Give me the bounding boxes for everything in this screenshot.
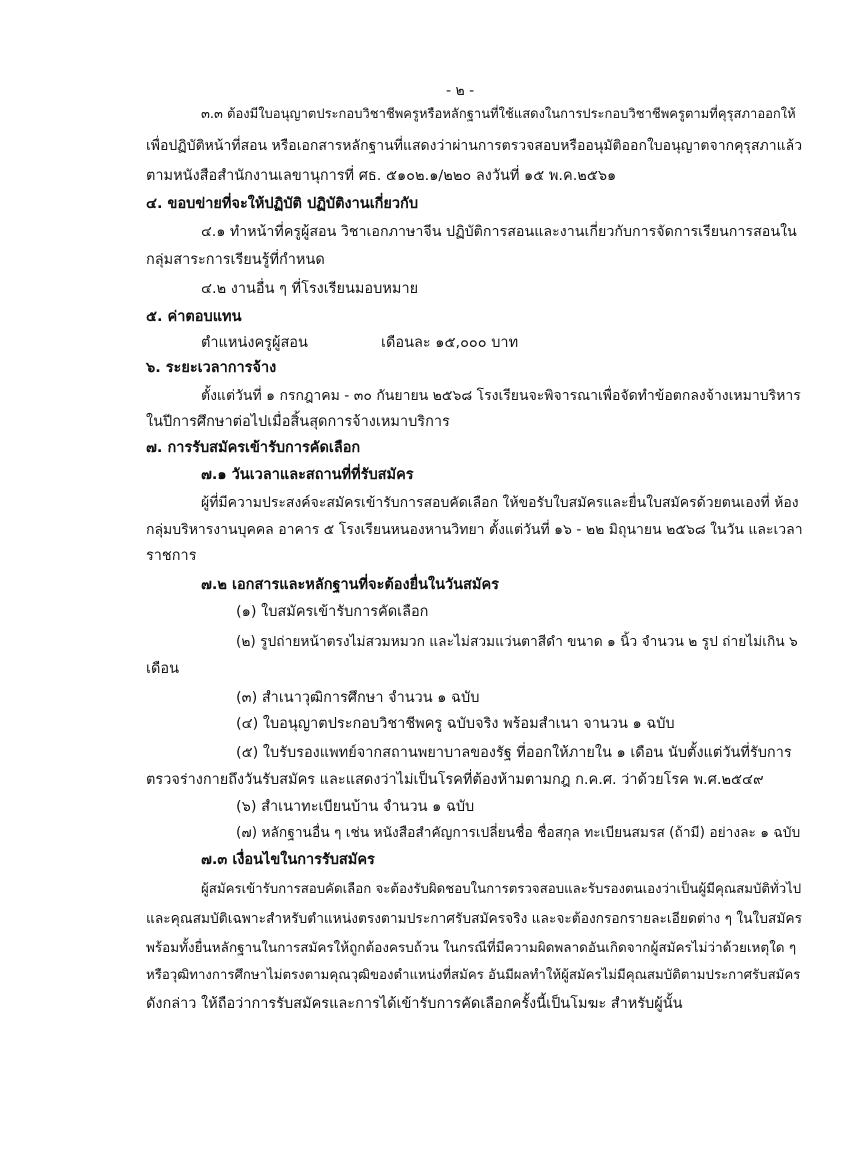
section-6-heading: ๖. ระยะเวลาการจ้าง <box>146 360 277 376</box>
section-4-2: ๔.๒ งานอื่น ๆ ที่โรงเรียนมอบหมาย <box>201 281 419 297</box>
section-3-3-line-1: ๓.๓ ต้องมีใบอนุญาตประกอบวิชาชีพครูหรือหลักฐานที่ใช้แสดงในการประกอบวิชาชีพครูตามที่คุรุสภาออกให้ <box>201 107 796 122</box>
document-item-5-line-2: ตรวจร่างกายถึงวันรับสมัคร และแสดงว่าไม่เป็นโรคที่ต้องห้ามตามกฎ ก.ค.ศ. ว่าด้วยโรค พ.ศ.๒๕๔๙ <box>146 772 764 788</box>
section-6-line-2: ในปีการศึกษาต่อไปเมื่อสิ้นสุดการจ้างเหมาบริการ <box>146 414 450 430</box>
section-7-3-line-2: และคุณสมบัติเฉพาะสำหรับตำแหน่งตรงตามประกาศรับสมัครจริง และจะต้องกรอกรายละเอียดต่าง ๆ ในใบสมัคร <box>146 911 802 927</box>
section-7-1-line-1: ผู้ที่มีความประสงค์จะสมัครเข้ารับการสอบคัดเลือก ให้ขอรับใบสมัครและยื่นใบสมัครด้วยตนเองที่ ห้อง <box>201 495 799 511</box>
section-7-3-line-3: พร้อมทั้งยื่นหลักฐานในการสมัครให้ถูกต้องครบถ้วน ในกรณีที่มีความผิดพลาดอันเกิดจากผู้สมัครไม่ว่าด้วยเหตุใด ๆ <box>146 940 797 956</box>
document-item-5-line-1: (๕) ใบรับรองแพทย์จากสถานพยาบาลของรัฐ ที่ออกให้ภายใน ๑ เดือน นับตั้งแต่วันที่รับการ <box>236 745 792 761</box>
section-7-3-line-5: ดังกล่าว ให้ถือว่าการรับสมัครและการได้เข้ารับการคัดเลือกครั้งนี้เป็นโมฆะ สำหรับผู้นั้น <box>146 996 683 1012</box>
section-4-1-line-1: ๔.๑ ทำหน้าที่ครูผู้สอน วิชาเอกภาษาจีน ปฏิบัติการสอนและงานเกี่ยวกับการจัดการเรียนการสอนใน <box>201 224 797 240</box>
document-item-2-line-1: (๒) รูปถ่ายหน้าตรงไม่สวมหมวก และไม่สวมแว่นตาสีดำ ขนาด ๑ นิ้ว จำนวน ๒ รูป ถ่ายไม่เกิน ๖ <box>236 634 798 650</box>
compensation-salary: เดือนละ ๑๕,๐๐๐ บาท <box>381 335 519 351</box>
section-7-heading: ๗. การรับสมัครเข้ารับการคัดเลือก <box>146 440 361 456</box>
document-item-3: (๓) สำเนาวุฒิการศึกษา จำนวน ๑ ฉบับ <box>236 690 480 706</box>
section-6-line-1: ตั้งแต่วันที่ ๑ กรกฎาคม - ๓๐ กันยายน ๒๕๖๘ โรงเรียนจะพิจารณาเพื่อจัดทำข้อตกลงจ้างเหมาบริหาร <box>201 388 801 404</box>
section-7-3-line-4: หรือวุฒิทางการศึกษาไม่ตรงตามคุณวุฒิของตำแหน่งที่สมัคร อันมีผลทำให้ผู้สมัครไม่มีคุณสมบัติตามประกาศรับสมัคร <box>146 968 801 983</box>
section-7-2-heading: ๗.๒ เอกสารและหลักฐานที่จะต้องยื่นในวันสมัคร <box>201 577 499 593</box>
section-5-heading: ๕. ค่าตอบแทน <box>146 309 242 325</box>
section-7-1-line-3: ราชการ <box>146 548 197 564</box>
section-4-heading: ๔. ขอบข่ายที่จะให้ปฏิบัติ ปฏิบัติงานเกี่ยวกับ <box>146 196 419 212</box>
section-7-1-heading: ๗.๑ วันเวลาและสถานที่ที่รับสมัคร <box>201 467 414 483</box>
document-item-6: (๖) สำเนาทะเบียนบ้าน จำนวน ๑ ฉบับ <box>236 799 475 815</box>
section-7-3-line-1: ผู้สมัครเข้ารับการสอบคัดเลือก จะต้องรับผิดชอบในการตรวจสอบและรับรองตนเองว่าเป็นผู้มีคุณสมบัติทั่วไป <box>201 882 802 897</box>
page-number: - ๒ - <box>446 83 475 99</box>
section-3-3-line-3: ตามหนังสือสำนักงานเลขานุการที่ ศธ. ๕๑๐๒.๑/๒๒๐ ลงวันที่ ๑๕ พ.ค.๒๕๖๑ <box>146 168 617 184</box>
document-item-4: (๔) ใบอนุญาตประกอบวิชาชีพครู ฉบับจริง พร้อมสำเนา จานวน ๑ ฉบับ <box>236 716 675 732</box>
section-7-1-line-2: กลุ่มบริหารงานบุคคล อาคาร ๕ โรงเรียนหนองหานวิทยา ตั้งแต่วันที่ ๑๖ - ๒๒ มิถุนายน ๒๕๖๘ ในวัน และเวลา <box>146 522 803 538</box>
document-item-2-line-2: เดือน <box>146 661 179 677</box>
document-item-7: (๗) หลักฐานอื่น ๆ เช่น หนังสือสำคัญการเปลี่ยนชื่อ ชื่อสกุล ทะเบียนสมรส (ถ้ามี) อย่างละ ๑ ฉบับ <box>236 825 801 841</box>
section-3-3-line-2: เพื่อปฏิบัติหน้าที่สอน หรือเอกสารหลักฐานที่แสดงว่าผ่านการตรวจสอบหรืออนุมัติออกใบอนุญาตจากคุรุสภาแล้ว <box>146 138 803 154</box>
section-4-1-line-2: กลุ่มสาระการเรียนรู้ที่กำหนด <box>146 252 325 268</box>
section-7-3-heading: ๗.๓ เงื่อนไขในการรับสมัคร <box>201 852 375 868</box>
document-item-1: (๑) ใบสมัครเข้ารับการคัดเลือก <box>236 604 429 620</box>
compensation-position: ตำแหน่งครูผู้สอน <box>201 335 308 351</box>
